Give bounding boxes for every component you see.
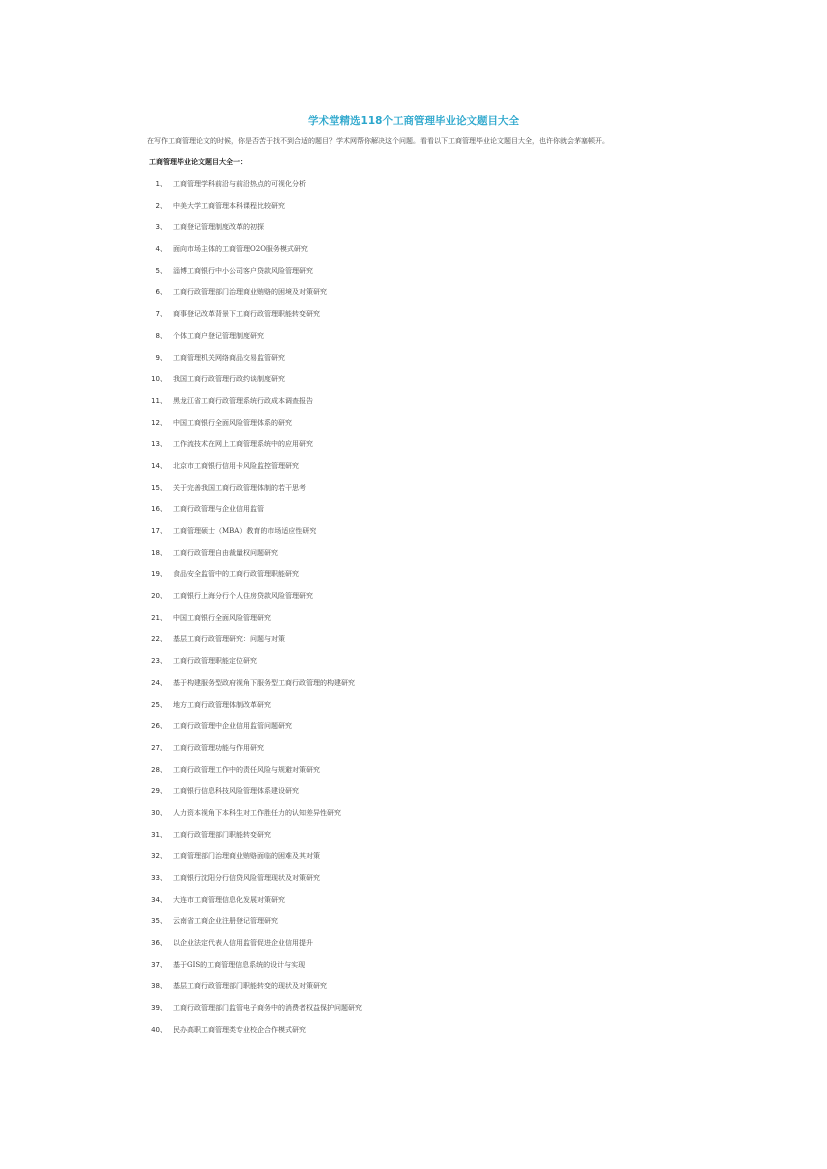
topic-separator: 、 [160,483,167,492]
topic-separator: 、 [160,570,167,579]
topic-title: 大连市工商管理信息化发展对策研究 [173,895,285,904]
topic-separator: 、 [160,982,167,991]
topic-number: 5 [155,266,160,275]
topic-title: 工商行政管理功能与作用研究 [173,743,264,752]
list-item [140,981,362,1003]
list-item [140,201,362,223]
topic-separator: 、 [160,288,167,297]
topic-separator: 、 [160,960,167,969]
list-item [140,634,362,656]
topic-number: 21 [151,613,160,622]
topic-separator: 、 [160,939,167,948]
topic-title: 工商银行沈阳分行信贷风险管理现状及对策研究 [173,874,320,882]
topic-separator: 、 [160,418,167,427]
topic-number: 34 [151,895,160,904]
topic-separator: 、 [160,613,167,622]
topic-title: 黑龙江省工商行政管理系统行政成本调查报告 [173,396,313,405]
topic-separator: 、 [160,223,167,232]
topic-number: 10 [151,375,160,384]
topic-separator: 、 [160,310,167,319]
topic-number: 8 [155,331,160,340]
list-item [140,179,362,201]
topic-number: 6 [155,288,160,297]
list-item [140,916,362,938]
topic-number: 36 [151,939,160,948]
list-item [140,548,362,570]
topic-number: 11 [151,396,160,405]
topic-separator: 、 [160,180,167,188]
topic-title: 民办高职工商管理类专业校企合作模式研究 [173,1025,306,1034]
topic-number: 17 [151,527,160,535]
topic-title: 地方工商行政管理体制改革研究 [173,700,271,709]
topic-number: 29 [151,787,160,796]
topic-separator: 、 [160,895,167,904]
topic-separator: 、 [160,396,167,405]
topic-title: 中国工商银行全面风险管理体系的研究 [173,418,292,427]
list-item [140,765,362,787]
topic-separator: 、 [160,700,167,709]
list-item [140,960,362,982]
list-item [140,569,362,591]
list-item [140,591,362,613]
topic-separator: 、 [160,548,167,557]
topic-number: 4 [155,245,160,254]
list-item [140,331,362,353]
topic-separator: 、 [160,461,167,470]
list-item [140,895,362,917]
list-item [140,808,362,830]
topic-number: 14 [151,461,160,470]
topic-number: 23 [151,657,160,666]
topic-number: 20 [151,592,160,601]
list-item [140,700,362,722]
topic-separator: 、 [160,440,167,449]
topic-list [140,179,362,1047]
topic-number: 16 [151,505,160,514]
topic-title: 工商行政管理部门监管电子商务中的消费者权益保护问题研究 [173,1004,362,1013]
topic-number: 30 [151,808,160,817]
list-item [140,504,362,526]
topic-number: 31 [151,830,160,839]
topic-number: 19 [151,570,160,579]
topic-title: 关于完善我国工商行政管理体制的若干思考 [173,483,306,492]
topic-title: 以企业法定代表人信用监管促进企业信用提升 [173,939,313,948]
list-item [140,266,362,288]
topic-separator: 、 [160,375,167,384]
topic-separator: 、 [160,331,167,340]
topic-number: 25 [151,700,160,709]
list-item [140,830,362,852]
topic-title: 基于GIS的工商管理信息系统的设计与实现 [173,960,306,969]
list-item [140,309,362,331]
topic-separator: 、 [160,505,167,514]
list-item [140,374,362,396]
list-item [140,244,362,266]
topic-title: 工商银行上海分行个人住房贷款风险管理研究 [173,592,313,601]
topic-separator: 、 [160,1004,167,1013]
intro-paragraph: 在写作工商管理论文的时候，你是否苦于找不到合适的题目？学术网帮你解决这个问题。看看以下工商管理毕业论文题目大全，也许你就会茅塞顿开。 [147,137,609,145]
topic-separator: 、 [160,852,167,861]
list-item [140,1025,362,1047]
topic-number: 15 [151,483,160,492]
list-item [140,461,362,483]
topic-number: 13 [151,440,160,449]
topic-separator: 、 [160,635,167,644]
topic-number: 28 [151,765,160,774]
topic-title: 人力资本视角下本科生对工作胜任力的认知差异性研究 [173,808,341,817]
topic-number: 2 [155,201,160,210]
topic-separator: 、 [160,592,167,601]
document-title: 学术堂精选118个工商管理毕业论文题目大全 [308,115,519,127]
section-heading: 工商管理毕业论文题目大全一： [149,158,247,166]
list-item [140,678,362,700]
topic-title: 工商行政管理部门职能转变研究 [173,830,271,839]
topic-title: 淄博工商银行中小公司客户贷款风险管理研究 [173,266,313,275]
topic-title: 基于构建服务型政府视角下服务型工商行政管理的构建研究 [173,678,355,687]
list-item [140,743,362,765]
topic-title: 工商行政管理中企业信用监管问题研究 [173,722,292,731]
topic-title: 中国工商银行全面风险管理研究 [173,613,271,622]
topic-title: 商事登记改革背景下工商行政管理职能转变研究 [173,310,320,319]
topic-title: 基层工商行政管理部门职能转变的现状及对策研究 [173,982,327,991]
topic-separator: 、 [160,245,167,254]
topic-separator: 、 [160,722,167,731]
topic-number: 9 [155,353,160,362]
list-item [140,287,362,309]
topic-number: 22 [151,635,160,644]
topic-title: 工商行政管理部门治理商业贿赂的困境及对策研究 [173,288,327,297]
topic-title: 基层工商行政管理研究：问题与对策 [173,635,285,644]
list-item [140,222,362,244]
topic-number: 32 [151,852,160,861]
topic-number: 33 [151,874,160,882]
topic-number: 26 [151,722,160,731]
topic-title: 北京市工商银行信用卡风险监控管理研究 [173,461,299,470]
topic-separator: 、 [160,201,167,210]
topic-number: 40 [151,1025,160,1034]
topic-title: 工商行政管理自由裁量权问题研究 [173,548,278,557]
topic-separator: 、 [160,787,167,796]
topic-title: 面向市场主体的工商管理O2O服务模式研究 [173,245,308,254]
topic-title: 个体工商户登记管理制度研究 [173,331,264,340]
topic-title: 工商登记管理制度改革的初探 [173,223,264,232]
topic-number: 7 [155,310,160,319]
topic-separator: 、 [160,527,167,535]
list-item [140,873,362,895]
topic-separator: 、 [160,743,167,752]
topic-number: 24 [151,678,160,687]
topic-number: 39 [151,1004,160,1013]
topic-title: 工作流技术在网上工商管理系统中的应用研究 [173,440,313,449]
topic-separator: 、 [160,917,167,926]
topic-number: 3 [155,223,160,232]
topic-title: 工商管理硕士（MBA）教育的市场适应性研究 [173,527,317,535]
topic-title: 工商行政管理与企业信用监管 [173,505,264,514]
list-item [140,721,362,743]
list-item [140,851,362,873]
list-item [140,656,362,678]
topic-number: 37 [151,960,160,969]
topic-separator: 、 [160,678,167,687]
topic-number: 38 [151,982,160,991]
list-item [140,418,362,440]
list-item [140,396,362,418]
list-item [140,1003,362,1025]
topic-separator: 、 [160,266,167,275]
topic-separator: 、 [160,353,167,362]
topic-title: 工商管理机关网络商品交易监管研究 [173,353,285,362]
topic-title: 云南省工商企业注册登记管理研究 [173,917,278,926]
topic-separator: 、 [160,765,167,774]
topic-title: 食品安全监管中的工商行政管理职能研究 [173,570,299,579]
list-item [140,439,362,461]
topic-number: 1 [155,180,160,188]
list-item [140,613,362,635]
topic-title: 工商行政管理工作中的责任风险与规避对策研究 [173,765,320,774]
topic-number: 12 [151,418,160,427]
list-item [140,526,362,548]
list-item [140,353,362,375]
topic-title: 工商管理部门治理商业贿赂面临的困难及其对策 [173,852,320,861]
topic-separator: 、 [160,657,167,666]
topic-title: 中美大学工商管理本科课程比较研究 [173,201,285,210]
topic-number: 18 [151,548,160,557]
topic-number: 35 [151,917,160,926]
topic-number: 27 [151,743,160,752]
topic-title: 工商行政管理职能定位研究 [173,657,257,666]
topic-title: 工商管理学科前沿与前沿热点的可视化分析 [173,180,306,188]
topic-separator: 、 [160,1025,167,1034]
topic-separator: 、 [160,830,167,839]
list-item [140,483,362,505]
topic-title: 我国工商行政管理行政约谈制度研究 [173,375,285,384]
topic-separator: 、 [160,808,167,817]
topic-title: 工商银行信息科技风险管理体系建设研究 [173,787,299,796]
list-item [140,786,362,808]
topic-separator: 、 [160,874,167,882]
list-item [140,938,362,960]
